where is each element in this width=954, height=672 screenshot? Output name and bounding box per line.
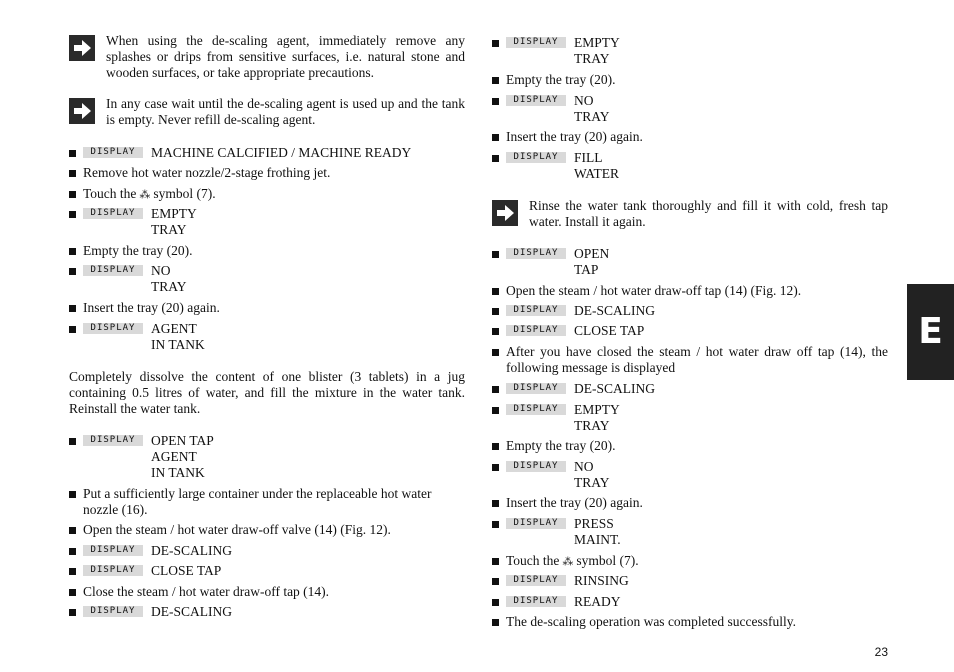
display-step [492,35,620,67]
display-message [574,459,610,491]
bullet [492,251,499,258]
display-line: TRAY [574,418,610,433]
display-label: DISPLAY [506,575,566,586]
display-line: NO [574,93,594,108]
bullet [69,491,76,498]
instruction-text-part: symbol (7). [576,553,639,568]
instruction-text [83,186,216,203]
display-step [492,402,620,434]
display-message [574,516,621,548]
instruction-step [69,186,216,203]
display-line: NO [574,459,594,474]
display-line: OPEN TAP [151,433,214,448]
display-label: DISPLAY [83,565,143,576]
display-step [69,433,214,481]
display-label: DISPLAY [83,323,143,334]
display-step [492,323,644,339]
display-label: DISPLAY [83,545,143,556]
bullet [492,288,499,295]
bullet [69,305,76,312]
display-line: MAINT. [574,532,621,547]
display-label: DISPLAY [506,325,566,336]
instruction-text-part: Touch the [83,186,137,201]
display-message: CLOSE TAP [151,563,222,578]
bullet [69,548,76,555]
instruction-text: Open the steam / hot water draw-off tap (14) (Fig. 12). [506,283,802,298]
instruction-text: Open the steam / hot water draw-off valve (14) (Fig. 12). [83,522,391,537]
instruction-text [506,553,639,570]
warning-note-1 [69,33,465,81]
bullet [492,308,499,315]
section-tab-e [907,284,954,380]
instruction-text: Empty the tray (20). [83,243,193,258]
display-label: DISPLAY [506,404,566,415]
bullet [69,438,76,445]
note-text: When using the de-scaling agent, immediately remove any splashes or drips from sensitive surfaces, i.e. natural stone and wooden surfaces, or take appropriate precautions. [106,33,465,80]
bullet [492,40,499,47]
instruction-step [69,300,220,316]
warning-note-2 [69,96,465,128]
instruction-text-part: symbol (7). [153,186,216,201]
display-label: DISPLAY [506,596,566,607]
display-line: NO [151,263,171,278]
display-message: DE-SCALING [151,543,232,558]
display-message: RINSING [574,573,629,588]
display-line: IN TANK [151,337,205,352]
instruction-text: Empty the tray (20). [506,72,616,87]
bullet [69,150,76,157]
display-step [492,516,621,548]
display-label: DISPLAY [506,518,566,529]
display-label: DISPLAY [506,305,566,316]
bullet [492,464,499,471]
display-line: EMPTY [574,402,620,417]
bullet [69,248,76,255]
bullet [492,328,499,335]
instruction-step [492,553,639,570]
bullet [492,599,499,606]
display-step [69,321,205,353]
display-line: TRAY [574,109,610,124]
display-message [574,150,619,182]
display-message [151,321,205,353]
display-label: DISPLAY [83,435,143,446]
display-line: OPEN [574,246,610,261]
display-line: AGENT [151,449,197,464]
display-step [492,303,655,319]
display-label: DISPLAY [506,383,566,394]
page-number: 23 [874,645,888,659]
bullet [492,98,499,105]
bullet [69,268,76,275]
display-step [492,381,655,397]
bullet [69,609,76,616]
display-label: DISPLAY [506,461,566,472]
display-message [574,35,620,67]
bullet [69,326,76,333]
bullet [492,386,499,393]
instruction-step [69,165,330,181]
instruction-step [492,495,643,511]
display-line: FILL [574,150,603,165]
display-message: DE-SCALING [574,303,655,318]
instruction-text: Empty the tray (20). [506,438,616,453]
note-text: Rinse the water tank thoroughly and fill it with cold, fresh tap water. Install it again. [529,198,888,229]
display-message [574,402,620,434]
display-label: DISPLAY [83,606,143,617]
display-step [492,573,629,589]
display-step [69,563,221,579]
display-label: DISPLAY [506,248,566,259]
instruction-text-part: Touch the [506,553,560,568]
instruction-text: Remove hot water nozzle/2-stage frothing jet. [83,165,331,180]
display-line: TRAY [151,222,187,237]
instruction-step [69,522,391,538]
bullet [69,170,76,177]
bullet [492,77,499,84]
instruction-step [69,584,329,600]
bullet [492,134,499,141]
display-message [151,263,187,295]
display-step [69,604,232,620]
display-message [574,246,609,278]
display-message: DE-SCALING [574,381,655,396]
section-tab-letter: E [918,311,943,352]
display-step [492,594,621,610]
display-step [492,246,609,278]
instruction-step [69,486,465,518]
display-line: PRESS [574,516,614,531]
bullet [69,589,76,596]
bullet [492,349,499,356]
display-line: TRAY [574,51,610,66]
rinse-note [492,198,888,230]
instruction-step [492,129,643,145]
instruction-step [492,438,615,454]
instruction-text: Close the steam / hot water draw-off tap (14). [83,584,330,599]
arrow-right-icon [69,98,95,124]
instruction-text: After you have closed the steam / hot water draw off tap (14), the following message is displayed [506,344,888,375]
display-line: EMPTY [574,35,620,50]
display-message: DE-SCALING [151,604,232,619]
display-label: DISPLAY [506,95,566,106]
bullet [69,211,76,218]
display-message [151,206,197,238]
bullet [492,578,499,585]
display-message [151,433,214,481]
instruction-step [492,72,615,88]
instruction-step [69,243,192,259]
display-line: EMPTY [151,206,197,221]
bullet [492,619,499,626]
display-label: DISPLAY [506,37,566,48]
instruction-text: The de-scaling operation was completed successfully. [506,614,797,629]
bullet [492,500,499,507]
display-step [492,93,610,125]
display-message: READY [574,594,621,609]
display-message: CLOSE TAP [574,323,645,338]
display-message: MACHINE CALCIFIED / MACHINE READY [151,145,412,160]
instruction-text: Insert the tray (20) again. [83,300,220,315]
display-line: TRAY [151,279,187,294]
instruction-step [492,344,888,376]
display-line: AGENT [151,321,197,336]
display-line: WATER [574,166,619,181]
display-line: TAP [574,262,599,277]
display-label: DISPLAY [83,265,143,276]
instruction-text: Put a sufficiently large container under the replaceable hot water nozzle (16). [83,486,432,517]
display-line: IN TANK [151,465,205,480]
bullet [492,558,499,565]
maintenance-symbol-icon: ⁂ [562,555,574,568]
note-text: In any case wait until the de-scaling agent is used up and the tank is empty. Never refill de-scaling agent. [106,96,465,127]
maintenance-symbol-icon: ⁂ [139,188,151,201]
instruction-paragraph: Completely dissolve the content of one blister (3 tablets) in a jug containing 0.5 litres of water, and fill the mixture in the water tank. Reinstall the water tank. [69,369,465,416]
display-step [69,543,232,559]
instruction-text: Insert the tray (20) again. [506,495,643,510]
arrow-right-icon [492,200,518,226]
display-label: DISPLAY [83,208,143,219]
display-step [69,145,411,161]
display-step [492,459,610,491]
arrow-right-icon [69,35,95,61]
instruction-step [492,614,796,630]
bullet [69,191,76,198]
display-step [492,150,619,182]
display-step [69,206,197,238]
bullet [492,443,499,450]
display-message [574,93,610,125]
bullet [492,155,499,162]
display-label: DISPLAY [83,147,143,158]
bullet [69,568,76,575]
display-line: TRAY [574,475,610,490]
bullet [69,527,76,534]
instruction-text: Insert the tray (20) again. [506,129,643,144]
bullet [492,521,499,528]
display-step [69,263,187,295]
bullet [492,407,499,414]
instruction-step [492,283,801,299]
display-label: DISPLAY [506,152,566,163]
